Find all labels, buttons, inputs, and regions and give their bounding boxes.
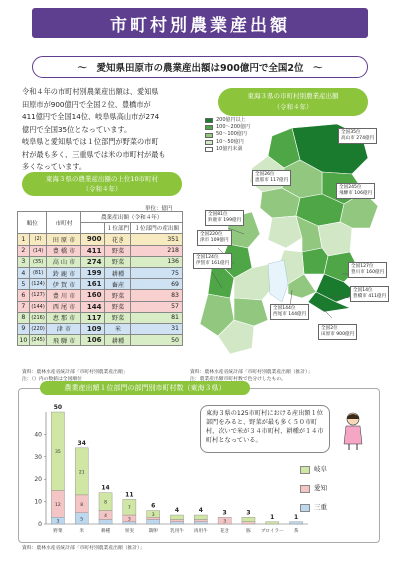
sector-value-cell: 83 — [131, 290, 183, 301]
map-source: 資料：農林水産省統計部「市町村別農業産出額（推計）」 注：農業産出額市町村数で色分けしたもの。 — [190, 370, 313, 382]
city-cell: 飛 騨 市 — [47, 335, 81, 346]
city-cell: 田 原 市 — [47, 234, 81, 245]
map-callout: 全国220位 津市 109億円 — [197, 230, 232, 246]
table-source: 資料：農林水産省統計部「市町村別農業産出額」 注：（）内の数値は全国順位 — [22, 370, 128, 382]
chart-legend-item — [300, 498, 327, 517]
national-rank-cell: (144) — [29, 301, 47, 312]
city-cell: 鈴 鹿 市 — [47, 267, 81, 278]
rank-cell: 9 — [18, 323, 30, 334]
sector-value-cell: 50 — [131, 335, 183, 346]
sector-value-cell: 136 — [131, 256, 183, 267]
bar-segment-label: 4 — [104, 514, 107, 520]
bar-segment-label: 7 — [127, 506, 131, 512]
national-rank-cell: (124) — [29, 279, 47, 290]
page-title: 市町村別農業産出額 — [32, 8, 368, 38]
y-tick-label: 40 — [34, 431, 42, 439]
sector-value-cell: 31 — [131, 323, 183, 334]
rank-cell: 10 — [18, 335, 30, 346]
sector-value-cell: 81 — [131, 312, 183, 323]
x-tick-label: 野菜 — [53, 529, 63, 534]
map-legend-label: 50～100億円 — [216, 131, 247, 138]
city-cell: 西 尾 市 — [47, 301, 81, 312]
map-legend-label: 200億円以上 — [216, 117, 246, 123]
bar-segment — [242, 517, 255, 521]
sector-cell: 野菜 — [105, 290, 131, 301]
map-header-line: 東海３県の市町村別農業産出額 — [247, 92, 339, 100]
table-header-line: 東海３県の農業産出額の上位10市町村 — [45, 175, 159, 183]
bar-total-label: 4 — [174, 507, 180, 515]
bar-segment-label: 5 — [80, 517, 84, 523]
sector-value-cell: 351 — [131, 234, 183, 245]
value-cell: 274 — [81, 256, 105, 267]
bar-total-label: 14 — [101, 484, 110, 492]
city-cell: 豊 橋 市 — [47, 245, 81, 256]
map-header — [218, 88, 368, 116]
bar-segment — [242, 522, 255, 524]
sector-value-cell: 75 — [131, 267, 183, 278]
value-cell: 160 — [81, 290, 105, 301]
chart-legend — [300, 460, 327, 517]
city-cell: 豊 川 市 — [47, 290, 81, 301]
map-region — [302, 248, 328, 274]
city-cell: 伊 賀 市 — [47, 279, 81, 290]
table-header-line: （令和４年） — [82, 185, 122, 193]
bar-segment-label: 8 — [104, 500, 107, 506]
map-callout: 全国124位 伊賀市 161億円 — [193, 253, 232, 269]
bar-total-label: 4 — [198, 507, 203, 515]
speech-bubble: 東海３県の125市町村における産出額１位部門をみると、野菜が最も多く５０市町村、次いで米が３４市町村、耕種が１４市町村となっている。 — [200, 405, 330, 453]
bar-segment — [194, 515, 207, 519]
bar-segment — [266, 522, 279, 524]
map-header-line: （令和４年） — [273, 103, 313, 111]
chart-legend-swatch — [300, 485, 310, 493]
national-rank-cell: (127) — [29, 290, 47, 301]
national-rank-cell: (2) — [29, 234, 47, 245]
rank-cell: 3 — [18, 256, 30, 267]
intro-line: 多くなっています。 — [22, 162, 87, 171]
map-legend-swatch — [205, 147, 213, 152]
national-rank-cell: (220) — [29, 323, 47, 334]
map-callout: 全国14位 豊橋市 411億円 — [350, 286, 389, 302]
rank-cell: 5 — [18, 279, 30, 290]
map-callout: 全国144位 西尾市 144億円 — [270, 304, 309, 320]
map-legend — [205, 117, 250, 153]
table-unit: 単位：億円 — [145, 206, 173, 212]
person-illustration — [340, 410, 366, 450]
national-rank-cell: (81) — [29, 267, 47, 278]
bar-total-label: 1 — [270, 513, 275, 521]
rank-cell: 2 — [18, 245, 30, 256]
chart-header: 農業産出額１位部門の部門別市町村数（東海３県） — [40, 381, 250, 395]
x-tick-label: 乳用牛 — [170, 529, 184, 534]
map-legend-item — [205, 131, 250, 138]
bar-segment-label: 35 — [55, 450, 61, 456]
bar-segment-label: 12 — [55, 502, 61, 508]
intro-line: 億円で全国35位となっています。 — [22, 124, 132, 134]
rank-cell: 7 — [18, 301, 30, 312]
table-row — [18, 290, 183, 301]
table-row — [18, 323, 183, 334]
sector-cell: 野菜 — [105, 301, 131, 312]
sector-cell: 野菜 — [105, 312, 131, 323]
table-row — [18, 267, 183, 278]
rank-cell: 1 — [18, 234, 30, 245]
rank-cell: 6 — [18, 290, 30, 301]
col-city: 市町村 — [47, 212, 81, 234]
map-callout: 全国127位 豊川市 160億円 — [348, 262, 387, 278]
bar-segment-label: 21 — [78, 470, 85, 476]
bar-total-label: 34 — [77, 439, 86, 447]
x-tick-label: 花き — [220, 529, 230, 534]
bar-segment-label: 3 — [127, 517, 131, 523]
bar-total-label: 1 — [293, 513, 299, 521]
table-row — [18, 312, 183, 323]
map-callout: 全国26位 恵那市 117億円 — [252, 170, 291, 186]
national-rank-cell: (245) — [29, 335, 47, 346]
sector-value-cell: 69 — [131, 279, 183, 290]
bar-segment — [290, 522, 303, 524]
y-tick-label: 10 — [34, 498, 42, 506]
y-tick-label: 20 — [34, 476, 42, 484]
bar-segment — [170, 520, 183, 522]
bar-segment-label: 8 — [80, 502, 84, 508]
map-legend-swatch — [205, 125, 213, 130]
intro-line: 岐阜県と愛知県では１位部門が野菜の市町 — [22, 137, 159, 146]
value-cell: 117 — [81, 312, 105, 323]
sector-cell: 野菜 — [105, 245, 131, 256]
value-cell: 900 — [81, 234, 105, 245]
x-tick-label: 肉用牛 — [193, 529, 208, 534]
map-legend-item — [205, 146, 250, 153]
col-top-sector: １位部門 — [105, 223, 131, 234]
sector-cell: 畜産 — [105, 279, 131, 290]
table-header — [22, 172, 182, 196]
chart-source: 資料：農林水産省統計部「市町村別農業産出額（推計）」 — [22, 546, 145, 551]
x-tick-label: 耕種 — [100, 529, 111, 534]
x-tick-label: ブロイラー — [260, 529, 284, 534]
chart-legend-label: 三重 — [314, 503, 327, 511]
map-callout: 全国245位 飛騨市 106億円 — [336, 183, 375, 199]
ranking-table-body — [18, 234, 183, 346]
map-legend-swatch — [205, 118, 213, 123]
x-tick-label: 茶 — [293, 529, 299, 534]
rank-cell: 8 — [18, 312, 30, 323]
sector-cell: 花き — [105, 234, 131, 245]
value-cell: 109 — [81, 323, 105, 334]
bar-segment-label: 3 — [56, 519, 60, 525]
rank-cell: 4 — [18, 267, 30, 278]
map-legend-item — [205, 139, 250, 146]
col-sector-value: １位部門の産出額 — [131, 223, 183, 234]
sector-value-cell: 218 — [131, 245, 183, 256]
map-legend-label: 10億円未満 — [216, 145, 243, 152]
x-tick-label: 鶏卵 — [148, 529, 158, 534]
y-tick-label: 30 — [34, 453, 42, 461]
y-tick-label: 0 — [38, 521, 42, 528]
value-cell: 199 — [81, 267, 105, 278]
table-row — [18, 335, 183, 346]
intro-line: 令和４年の市町村別農業産出額は、愛知県 — [22, 87, 159, 96]
map-legend-label: 10～50億円 — [216, 138, 244, 145]
national-rank-cell: (14) — [29, 245, 47, 256]
chart-legend-label: 岐阜 — [314, 465, 327, 473]
bar-segment — [170, 515, 183, 519]
bar-segment — [99, 520, 112, 524]
table-row — [18, 234, 183, 245]
bar-total-label: 6 — [151, 502, 156, 510]
sector-cell: 耕種 — [105, 335, 131, 346]
table-row — [18, 245, 183, 256]
national-rank-cell: (35) — [29, 256, 47, 267]
x-tick-label: 果実 — [124, 529, 134, 534]
chart-legend-item — [300, 479, 327, 498]
col-rank: 順位 — [18, 212, 47, 234]
chart-legend-swatch — [300, 466, 310, 474]
sector-cell: 米 — [105, 323, 131, 334]
map-legend-swatch — [205, 133, 213, 138]
map-region — [234, 298, 268, 326]
table-row — [18, 256, 183, 267]
sector-cell: 野菜 — [105, 256, 131, 267]
bar-segment-label: 3 — [223, 519, 227, 525]
col-value-group: 農業産出額（令和４年） — [81, 212, 183, 223]
x-tick-label: 米 — [79, 529, 85, 534]
map-callout: 全国35位 高山市 274億円 — [338, 128, 377, 144]
value-cell: 106 — [81, 335, 105, 346]
value-cell: 411 — [81, 245, 105, 256]
x-tick-label: 豚 — [246, 529, 251, 534]
page-subtitle: ～ 愛知県田原市の農業産出額は900億円で全国2位 ～ — [32, 56, 368, 78]
table-row — [18, 279, 183, 290]
table-row — [18, 301, 183, 312]
map-callout: 全国81位 鈴鹿市 199億円 — [205, 210, 244, 226]
chart-legend-item — [300, 460, 327, 479]
intro-line: 田原市が900億円で全国２位、豊橋市が — [22, 99, 151, 109]
intro-line: 村が最も多く、三重県では米の市町村が最も — [22, 149, 166, 159]
bar-segment — [194, 522, 207, 524]
sector-cell: 耕種 — [105, 267, 131, 278]
ranking-table — [17, 211, 183, 346]
city-cell: 高 山 市 — [47, 256, 81, 267]
value-cell: 144 — [81, 301, 105, 312]
intro-line: 411億円で全国14位、岐阜県高山市が274 — [22, 112, 160, 121]
value-cell: 161 — [81, 279, 105, 290]
map-region — [268, 216, 302, 248]
map-legend-label: 100～200億円 — [216, 124, 251, 131]
national-rank-cell: (216) — [29, 312, 47, 323]
bar-total-label: 11 — [125, 491, 134, 499]
city-cell: 津 市 — [47, 323, 81, 334]
sector-value-cell: 57 — [131, 301, 183, 312]
bar-segment — [194, 520, 207, 522]
bar-total-label: 50 — [53, 404, 63, 411]
bar-total-label: 3 — [246, 509, 251, 517]
map-legend-swatch — [205, 140, 213, 145]
chart-legend-swatch — [300, 504, 310, 512]
bar-segment-label: 3 — [151, 512, 155, 518]
city-cell: 恵 那 市 — [47, 312, 81, 323]
chart-legend-label: 愛知 — [314, 484, 327, 492]
map-callout: 全国2位 田原市 900億円 — [318, 324, 357, 340]
bay-water — [268, 260, 288, 302]
col-value-blank — [81, 223, 105, 234]
bar-segment — [147, 520, 160, 524]
bar-total-label: 3 — [222, 509, 227, 517]
bar-segment — [170, 522, 183, 524]
